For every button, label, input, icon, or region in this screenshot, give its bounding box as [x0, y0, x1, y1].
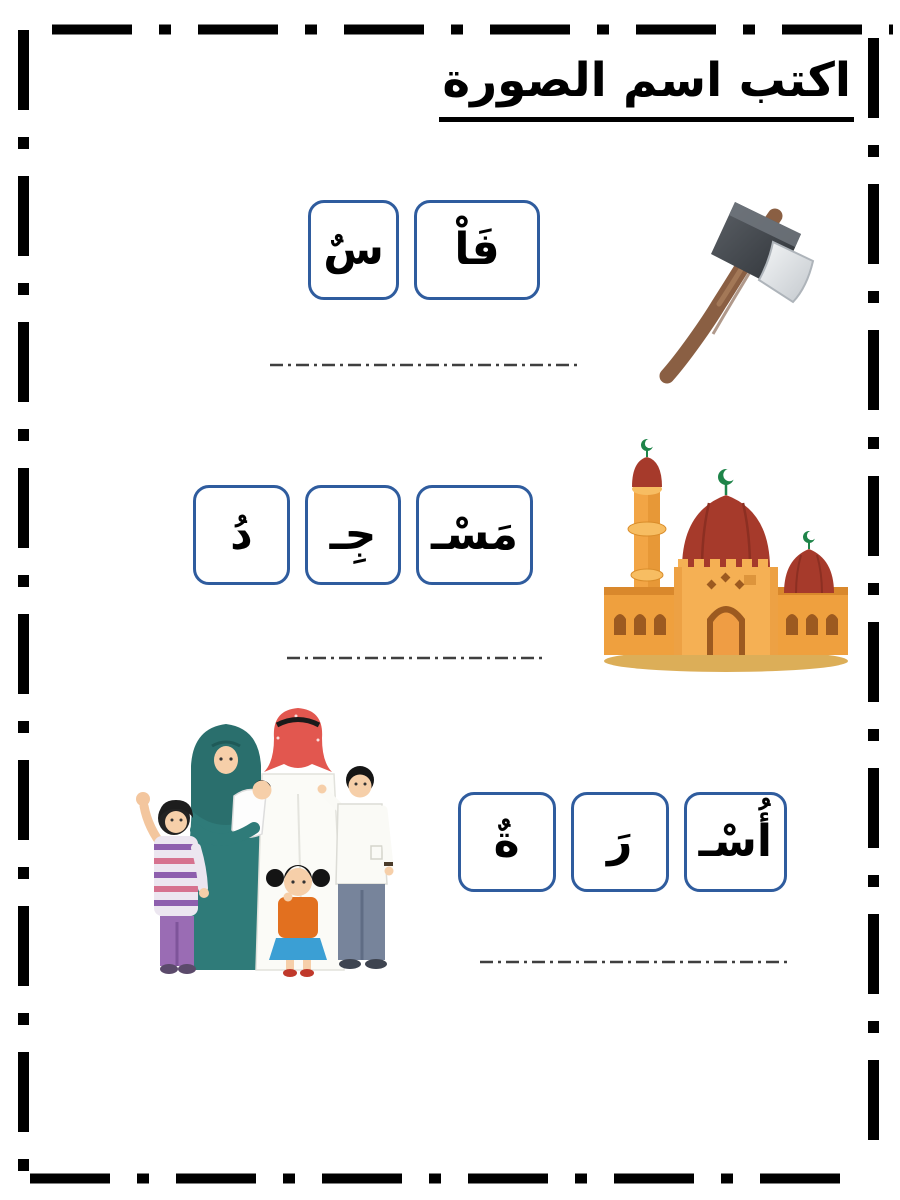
syllable-box: ةٌ	[458, 792, 556, 892]
syllable-box: أُسْـ	[684, 792, 787, 892]
row-axe-syllable-boxes	[308, 200, 540, 300]
answer-writing-line[interactable]	[287, 655, 543, 661]
mosque-small-dome	[784, 531, 834, 593]
page-title: اكتب اسم الصورة	[439, 52, 854, 122]
syllable-box: جِـ	[305, 485, 401, 585]
family-image	[126, 698, 434, 978]
answer-writing-line[interactable]	[480, 959, 792, 965]
answer-writing-line[interactable]	[270, 362, 582, 368]
syllable-box: مَسْـ	[416, 485, 533, 585]
mosque-image	[598, 437, 856, 675]
syllable-box: فَاْ	[414, 200, 540, 300]
row-family-syllable-boxes	[458, 792, 787, 892]
axe-image	[615, 192, 873, 392]
syllable-box: رَ	[571, 792, 669, 892]
mosque-main-building	[674, 469, 778, 655]
syllable-box: سٌ	[308, 200, 399, 300]
row-mosque-syllable-boxes	[193, 485, 533, 585]
syllable-box: دُ	[193, 485, 290, 585]
